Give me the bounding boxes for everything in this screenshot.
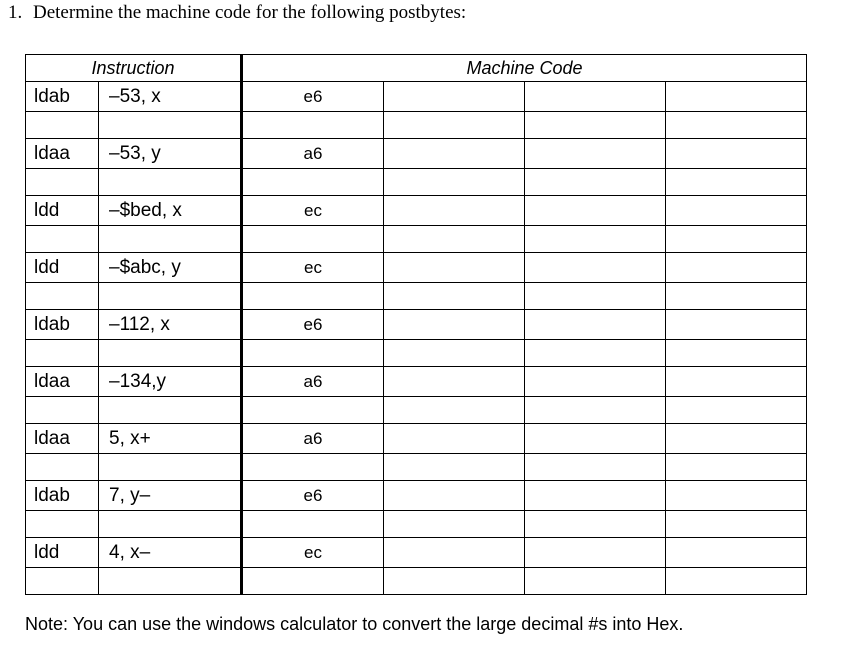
blank-cell[interactable] bbox=[384, 283, 525, 310]
question-text bbox=[8, 2, 466, 24]
machine-code-cell[interactable] bbox=[384, 310, 525, 340]
blank-row bbox=[26, 511, 807, 538]
blank-cell bbox=[99, 454, 242, 481]
blank-cell[interactable] bbox=[666, 283, 807, 310]
operand-cell: –134,y bbox=[99, 367, 242, 397]
machine-code-cell[interactable] bbox=[666, 538, 807, 568]
blank-cell[interactable] bbox=[666, 568, 807, 595]
machine-code-cell[interactable] bbox=[666, 424, 807, 454]
machine-code-cell[interactable] bbox=[525, 481, 666, 511]
postbyte-cell: a6 bbox=[242, 424, 384, 454]
blank-cell[interactable] bbox=[525, 112, 666, 139]
table-row bbox=[26, 424, 807, 454]
table-header-row bbox=[26, 55, 807, 82]
operand-cell: 7, y– bbox=[99, 481, 242, 511]
blank-cell[interactable] bbox=[525, 511, 666, 538]
table-row bbox=[26, 82, 807, 112]
operand-cell: 5, x+ bbox=[99, 424, 242, 454]
machine-code-cell[interactable] bbox=[384, 481, 525, 511]
operand-cell: –$abc, y bbox=[99, 253, 242, 283]
blank-cell[interactable] bbox=[525, 169, 666, 196]
machine-code-cell[interactable] bbox=[666, 367, 807, 397]
blank-cell[interactable] bbox=[242, 226, 384, 253]
operand-cell: –112, x bbox=[99, 310, 242, 340]
machine-code-cell[interactable] bbox=[666, 139, 807, 169]
machine-code-cell[interactable] bbox=[525, 310, 666, 340]
postbyte-cell: ec bbox=[242, 253, 384, 283]
blank-cell bbox=[26, 169, 99, 196]
blank-cell[interactable] bbox=[384, 568, 525, 595]
blank-cell[interactable] bbox=[242, 169, 384, 196]
opcode-cell: ldab bbox=[26, 82, 99, 112]
blank-cell[interactable] bbox=[666, 511, 807, 538]
blank-cell[interactable] bbox=[242, 511, 384, 538]
opcode-cell: ldd bbox=[26, 196, 99, 226]
table-row bbox=[26, 139, 807, 169]
blank-row bbox=[26, 169, 807, 196]
postbyte-cell: ec bbox=[242, 196, 384, 226]
blank-cell[interactable] bbox=[384, 511, 525, 538]
opcode-cell: ldaa bbox=[26, 424, 99, 454]
blank-cell[interactable] bbox=[242, 112, 384, 139]
machine-code-cell[interactable] bbox=[666, 196, 807, 226]
postbyte-cell: e6 bbox=[242, 481, 384, 511]
machine-code-header: Machine Code bbox=[242, 55, 807, 82]
blank-cell bbox=[26, 568, 99, 595]
blank-cell[interactable] bbox=[384, 454, 525, 481]
machine-code-cell[interactable] bbox=[525, 253, 666, 283]
operand-cell: –53, x bbox=[99, 82, 242, 112]
blank-cell[interactable] bbox=[525, 226, 666, 253]
blank-row bbox=[26, 397, 807, 424]
note-text: Note: You can use the windows calculator to convert the large decimal #s into Hex. bbox=[25, 614, 684, 634]
blank-cell[interactable] bbox=[525, 454, 666, 481]
opcode-cell: ldaa bbox=[26, 367, 99, 397]
machine-code-cell[interactable] bbox=[384, 82, 525, 112]
machine-code-cell[interactable] bbox=[525, 196, 666, 226]
blank-row bbox=[26, 226, 807, 253]
blank-row bbox=[26, 340, 807, 367]
blank-row bbox=[26, 568, 807, 595]
table-row bbox=[26, 196, 807, 226]
opcode-cell: ldab bbox=[26, 481, 99, 511]
blank-cell[interactable] bbox=[384, 340, 525, 367]
blank-cell bbox=[99, 568, 242, 595]
blank-cell[interactable] bbox=[384, 169, 525, 196]
postbyte-cell: a6 bbox=[242, 367, 384, 397]
blank-cell[interactable] bbox=[666, 169, 807, 196]
blank-cell bbox=[26, 454, 99, 481]
blank-cell bbox=[26, 511, 99, 538]
machine-code-cell[interactable] bbox=[525, 82, 666, 112]
blank-cell[interactable] bbox=[525, 397, 666, 424]
blank-cell bbox=[26, 397, 99, 424]
blank-cell bbox=[99, 112, 242, 139]
blank-cell[interactable] bbox=[666, 226, 807, 253]
table-row bbox=[26, 481, 807, 511]
machine-code-cell[interactable] bbox=[666, 253, 807, 283]
blank-cell[interactable] bbox=[242, 454, 384, 481]
operand-cell: –$bed, x bbox=[99, 196, 242, 226]
blank-cell bbox=[26, 340, 99, 367]
machine-code-cell[interactable] bbox=[525, 538, 666, 568]
machine-code-cell[interactable] bbox=[384, 139, 525, 169]
machine-code-cell[interactable] bbox=[666, 310, 807, 340]
blank-cell bbox=[26, 112, 99, 139]
table-row bbox=[26, 367, 807, 397]
postbyte-cell: a6 bbox=[242, 139, 384, 169]
machine-code-table bbox=[25, 54, 807, 595]
blank-cell bbox=[26, 283, 99, 310]
table-row bbox=[26, 538, 807, 568]
operand-cell: –53, y bbox=[99, 139, 242, 169]
blank-cell bbox=[99, 511, 242, 538]
machine-code-cell[interactable] bbox=[384, 196, 525, 226]
machine-code-cell[interactable] bbox=[666, 82, 807, 112]
blank-cell[interactable] bbox=[242, 340, 384, 367]
opcode-cell: ldab bbox=[26, 310, 99, 340]
blank-cell[interactable] bbox=[525, 340, 666, 367]
blank-cell bbox=[99, 340, 242, 367]
blank-row bbox=[26, 112, 807, 139]
machine-code-cell[interactable] bbox=[666, 481, 807, 511]
table-row bbox=[26, 253, 807, 283]
machine-code-cell[interactable] bbox=[384, 424, 525, 454]
blank-cell[interactable] bbox=[242, 568, 384, 595]
instruction-header: Instruction bbox=[26, 55, 242, 82]
blank-row bbox=[26, 283, 807, 310]
postbyte-cell: ec bbox=[242, 538, 384, 568]
blank-cell[interactable] bbox=[666, 454, 807, 481]
blank-cell[interactable] bbox=[384, 112, 525, 139]
machine-code-cell[interactable] bbox=[525, 424, 666, 454]
blank-cell[interactable] bbox=[384, 226, 525, 253]
operand-cell: 4, x– bbox=[99, 538, 242, 568]
blank-row bbox=[26, 454, 807, 481]
blank-cell[interactable] bbox=[666, 397, 807, 424]
blank-cell bbox=[26, 226, 99, 253]
postbyte-cell: e6 bbox=[242, 82, 384, 112]
blank-cell[interactable] bbox=[525, 283, 666, 310]
machine-code-cell[interactable] bbox=[525, 139, 666, 169]
blank-cell bbox=[99, 226, 242, 253]
blank-cell bbox=[99, 283, 242, 310]
question-prompt: Determine the machine code for the following postbytes: bbox=[33, 2, 467, 23]
postbyte-cell: e6 bbox=[242, 310, 384, 340]
table-row bbox=[26, 310, 807, 340]
question-number: 1. bbox=[8, 2, 23, 23]
blank-cell[interactable] bbox=[666, 340, 807, 367]
opcode-cell: ldd bbox=[26, 253, 99, 283]
blank-cell bbox=[99, 397, 242, 424]
blank-cell bbox=[99, 169, 242, 196]
blank-cell[interactable] bbox=[525, 568, 666, 595]
machine-code-cell[interactable] bbox=[384, 538, 525, 568]
machine-code-cell[interactable] bbox=[525, 367, 666, 397]
opcode-cell: ldd bbox=[26, 538, 99, 568]
blank-cell[interactable] bbox=[384, 397, 525, 424]
blank-cell[interactable] bbox=[242, 397, 384, 424]
opcode-cell: ldaa bbox=[26, 139, 99, 169]
machine-code-cell[interactable] bbox=[384, 253, 525, 283]
machine-code-cell[interactable] bbox=[384, 367, 525, 397]
blank-cell[interactable] bbox=[666, 112, 807, 139]
blank-cell[interactable] bbox=[242, 283, 384, 310]
